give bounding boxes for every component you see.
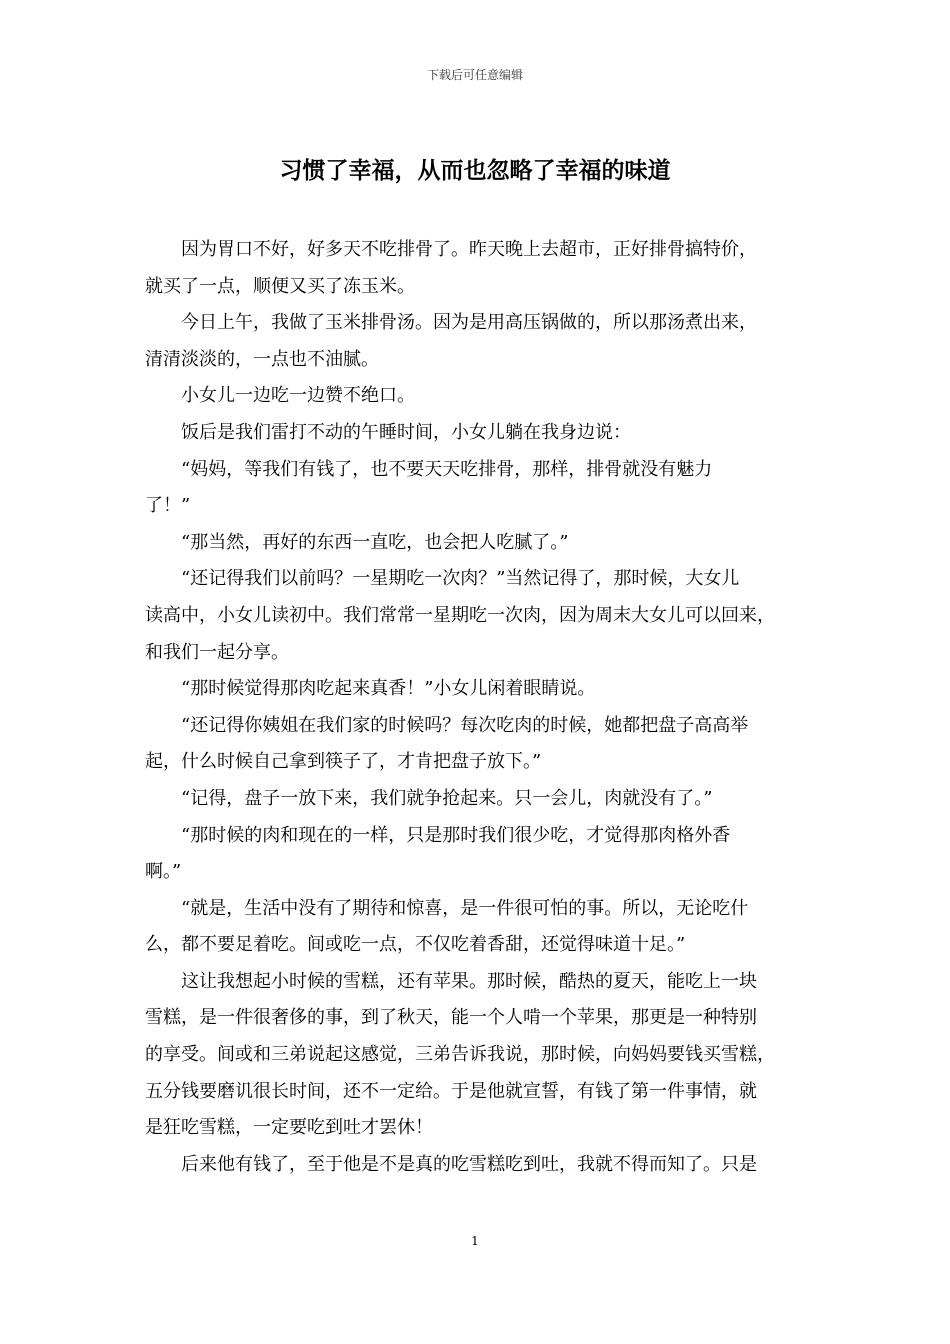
paragraph: 饭后是我们雷打不动的午睡时间，小女儿躺在我身边说： xyxy=(181,421,631,443)
document-body xyxy=(145,232,810,1183)
paragraph: “就是，生活中没有了期待和惊喜，是一件很可怕的事。所以，无论吃什 么，都不要足着吃。间或吃一点，不仅吃着香甜，还觉得味道十足。” xyxy=(145,897,749,956)
paragraph: 因为胃口不好，好多天不吃排骨了。昨天晚上去超市，正好排骨搞特价， 就买了一点，顺便又买了冻玉米。 xyxy=(145,239,757,297)
paragraph: 这让我想起小时候的雪糕，还有苹果。那时候，酷热的夏天，能吃上一块 雪糕，是一件很奢侈的事，到了秋天，能一个人啃一个苹果，那更是一种特别 的享受。间或和三弟说起这感觉，三弟告诉我说，那时候，向妈妈要钱买雪糕， 五分钱要磨讥很长时间，还不一定给。于是他就宣誓，有钱了第一件事情，就 是狂吃雪糕，一定要吃到吐才罢休！ xyxy=(145,970,775,1139)
paragraph: “那时候觉得那肉吃起来真香！”小女儿闲着眼睛说。 xyxy=(181,678,596,700)
paragraph: “那时候的肉和现在的一样，只是那时我们很少吃，才觉得那肉格外香 啊。” xyxy=(145,824,731,883)
paragraph: “妈妈，等我们有钱了，也不要天天吃排骨，那样，排骨就没有魅力 了！” xyxy=(145,458,713,517)
paragraph: “那当然，再好的东西一直吃，也会把人吃腻了。” xyxy=(181,531,569,553)
page-number: 1 xyxy=(471,1234,479,1248)
paragraph: “还记得你姨姐在我们家的时候吗？每次吃肉的时候，她都把盘子高高举 起，什么时候自己拿到筷子了，才肯把盘子放下。” xyxy=(145,714,749,773)
document-title: 习惯了幸福，从而也忽略了幸福的味道 xyxy=(279,157,671,184)
paragraph: 后来他有钱了，至于他是不是真的吃雪糕吃到吐，我就不得而知了。只是 xyxy=(181,1153,757,1175)
page-header-note: 下载后可任意编辑 xyxy=(426,68,523,82)
paragraph: 今日上午，我做了玉米排骨汤。因为是用高压锅做的，所以那汤煮出来， 清清淡淡的，一点也不油腻。 xyxy=(145,312,757,370)
paragraph: “记得，盘子一放下来，我们就争抢起来。只一会儿，肉就没有了。” xyxy=(181,787,713,809)
paragraph: “还记得我们以前吗？一星期吃一次肉？”当然记得了，那时候，大女儿 读高中，小女儿读初中。我们常常一星期吃一次肉，因为周末大女儿可以回来， 和我们一起分享。 xyxy=(145,568,775,663)
paragraph: 小女儿一边吃一边赞不绝口。 xyxy=(181,385,415,407)
